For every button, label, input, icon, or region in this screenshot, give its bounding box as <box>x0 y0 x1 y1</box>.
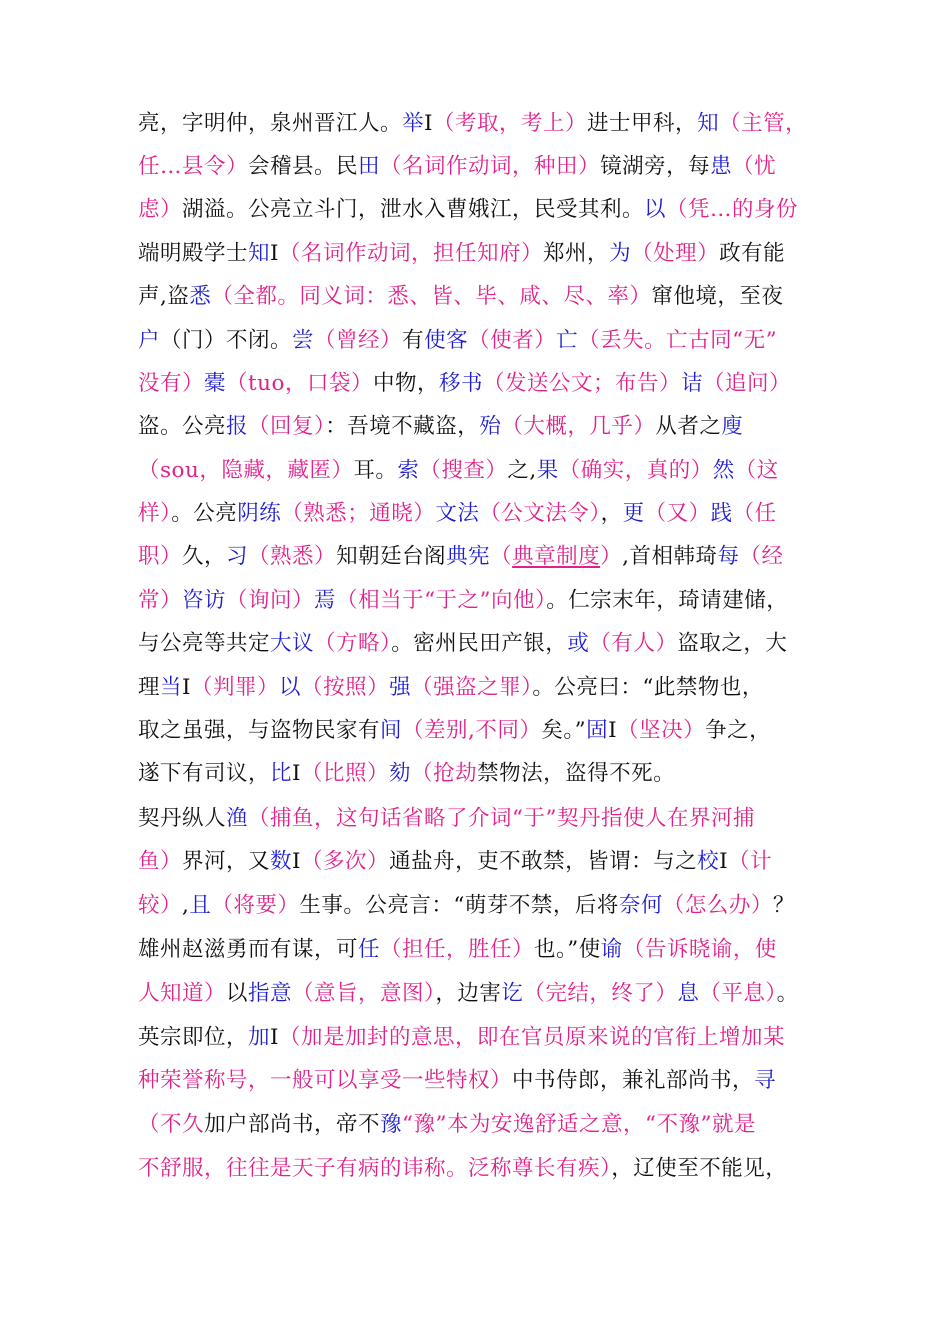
text-line <box>138 797 755 840</box>
gloss-note: （公文法令） <box>479 501 601 526</box>
gloss-note: （强盗之罪） <box>411 675 533 700</box>
gloss-note: （告诉晓谕，使 <box>622 937 777 962</box>
gloss-note: 任…县令） <box>138 154 249 179</box>
text-segment: 盗。公亮 <box>138 414 227 439</box>
text-segment: 从者之 <box>655 414 722 439</box>
text-segment: Ⅰ <box>608 718 618 743</box>
glossed-term: 间 <box>380 718 403 743</box>
glossed-term: 任 <box>358 937 381 962</box>
text-segment: 耳。 <box>353 458 398 483</box>
gloss-note: 较） <box>138 893 183 918</box>
glossed-term: 息 <box>677 981 700 1006</box>
text-line <box>138 709 771 752</box>
gloss-note: 鱼） <box>138 849 183 874</box>
text-segment: 界河，又 <box>182 849 271 874</box>
glossed-term: 果 <box>536 458 559 483</box>
text-line <box>138 362 791 405</box>
text-segment: Ⅰ <box>270 1025 280 1050</box>
text-segment: 窜他境，至夜 <box>651 284 784 309</box>
text-segment: 理 <box>138 675 161 700</box>
glossed-term: 习 <box>226 544 249 569</box>
text-line <box>138 972 799 1015</box>
gloss-note: （这 <box>734 458 779 483</box>
gloss-note: （tuo，口袋） <box>226 371 373 396</box>
text-segment: 。密州民田产银， <box>391 631 568 656</box>
glossed-term: 比 <box>270 761 293 786</box>
text-segment: ：吾境不藏盗， <box>325 414 480 439</box>
text-segment: 政有能 <box>719 241 786 266</box>
text-segment: 取之虽强，与盗物民家有 <box>138 718 381 743</box>
glossed-term: 谕 <box>600 937 623 962</box>
glossed-term: 渔 <box>226 806 249 831</box>
gloss-note: （sou，隐藏，藏匿） <box>138 458 354 483</box>
gloss-note: 没有） <box>138 371 205 396</box>
text-segment: 雄州赵滋勇而有谋，可 <box>138 937 359 962</box>
gloss-note-underlined: 典章制度 <box>512 544 601 569</box>
text-segment: ,首相韩琦 <box>622 544 718 569</box>
gloss-note: （抢劫 <box>411 761 478 786</box>
glossed-term: 大议 <box>270 631 315 656</box>
text-line <box>138 145 776 188</box>
glossed-term: 或 <box>567 631 590 656</box>
gloss-note: （确实，真的） <box>558 458 713 483</box>
gloss-note: “豫”本为安逸舒适之意，“不豫”就是 <box>402 1112 757 1137</box>
gloss-note: （方略） <box>314 631 392 656</box>
glossed-term: 患 <box>710 154 733 179</box>
gloss-note: （凭…的身份 <box>666 197 799 222</box>
text-line <box>138 840 772 883</box>
glossed-term: 以 <box>279 675 302 700</box>
gloss-note: （追问） <box>703 371 792 396</box>
gloss-note: （差别,不同） <box>402 718 542 743</box>
text-segment: Ⅰ <box>424 111 434 136</box>
glossed-term: 然 <box>712 458 735 483</box>
text-segment: 争之， <box>705 718 772 743</box>
gloss-note: （搜查） <box>419 458 508 483</box>
glossed-term: 知 <box>697 111 720 136</box>
gloss-note: 不舒服，往往是天子有病的讳称。泛称尊长有疾） <box>138 1156 612 1181</box>
gloss-note: （回复） <box>248 414 326 439</box>
gloss-note: （ <box>490 544 513 569</box>
gloss-note: （意旨，意图） <box>292 981 436 1006</box>
gloss-note: （任 <box>732 501 777 526</box>
text-segment: 。仁宗末年，琦请建储， <box>546 588 789 613</box>
glossed-term: 焉 <box>314 588 337 613</box>
gloss-note: 样） <box>138 501 172 526</box>
text-segment: ？ <box>772 893 795 918</box>
glossed-term: 诘 <box>681 371 704 396</box>
gloss-note: （多次） <box>301 849 390 874</box>
glossed-term: 文法 <box>435 501 480 526</box>
gloss-note: （怎么办） <box>662 893 773 918</box>
text-segment: Ⅰ <box>270 241 280 266</box>
text-line <box>138 102 807 145</box>
text-line <box>138 579 788 622</box>
glossed-term: 为 <box>609 241 632 266</box>
text-line <box>138 1059 776 1102</box>
glossed-term: 使客 <box>424 328 469 353</box>
text-segment: ， <box>600 501 623 526</box>
glossed-term: 咨访 <box>182 588 227 613</box>
text-segment: 生事。公亮言：“萌芽不禁，后将 <box>299 893 619 918</box>
glossed-term: 报 <box>226 414 249 439</box>
glossed-term: 加 <box>248 1025 271 1050</box>
glossed-term: 指意 <box>248 981 293 1006</box>
text-segment: 端明殿学士 <box>138 241 249 266</box>
gloss-note: （主管， <box>719 111 808 136</box>
glossed-term: 当 <box>160 675 183 700</box>
gloss-note: （坚决） <box>617 718 706 743</box>
text-segment: 。公亮曰：“此禁物也， <box>532 675 764 700</box>
gloss-note: （熟悉） <box>248 544 337 569</box>
gloss-note: （完结，终了） <box>523 981 678 1006</box>
text-line <box>138 232 785 275</box>
gloss-note: （又） <box>644 501 711 526</box>
text-segment: 亮，字明仲，泉州晋江人。 <box>138 111 403 136</box>
text-segment: 盗取之，大 <box>677 631 788 656</box>
glossed-term: 强 <box>389 675 412 700</box>
text-segment: 郑州， <box>543 241 610 266</box>
text-segment: 契丹纵人 <box>138 806 227 831</box>
text-segment: 之, <box>507 458 537 483</box>
glossed-term: 移书 <box>438 371 483 396</box>
text-line <box>138 884 795 927</box>
text-segment: 进士甲科， <box>587 111 698 136</box>
text-segment: 通盐舟，吏不敢禁，皆谓：与之 <box>389 849 698 874</box>
text-segment: 久， <box>182 544 227 569</box>
text-segment: Ⅰ <box>719 849 729 874</box>
text-segment: 会稽县。民 <box>248 154 359 179</box>
glossed-term: 讫 <box>501 981 524 1006</box>
gloss-note: （大概，几乎） <box>501 414 656 439</box>
text-line <box>138 1147 787 1190</box>
glossed-term: 劾 <box>389 761 412 786</box>
gloss-note: （计 <box>728 849 773 874</box>
gloss-note: 职） <box>138 544 183 569</box>
gloss-note: （名词作动词，担任知府） <box>279 241 544 266</box>
text-segment: 。 <box>776 981 799 1006</box>
text-line <box>138 188 798 231</box>
text-segment: 中书侍郎，兼礼部尚书， <box>512 1068 755 1093</box>
gloss-note: （询问） <box>226 588 315 613</box>
gloss-note: （名词作动词，种田） <box>380 154 601 179</box>
glossed-term: 每 <box>717 544 740 569</box>
text-segment: 遂下有司议， <box>138 761 271 786</box>
gloss-note: 人知道） <box>138 981 227 1006</box>
gloss-note: （将要） <box>211 893 300 918</box>
gloss-note: （忧 <box>732 154 777 179</box>
text-segment: ，边害 <box>435 981 502 1006</box>
glossed-term: 践 <box>710 501 733 526</box>
glossed-term: 豫 <box>380 1112 403 1137</box>
gloss-note: （全都。同义词：悉、皆、毕、咸、尽、率） <box>211 284 652 309</box>
glossed-term: 户 <box>138 328 161 353</box>
text-segment: 以 <box>226 981 249 1006</box>
glossed-term: 且 <box>189 893 212 918</box>
text-segment: 有 <box>402 328 425 353</box>
text-segment: Ⅰ <box>292 849 302 874</box>
glossed-term: 悉 <box>189 284 212 309</box>
glossed-term: 索 <box>397 458 420 483</box>
glossed-term: 知 <box>248 241 271 266</box>
text-segment: , <box>182 893 190 918</box>
gloss-note: （平息） <box>699 981 777 1006</box>
glossed-term: 廋 <box>721 414 744 439</box>
glossed-term: 数 <box>270 849 293 874</box>
glossed-term: 举 <box>402 111 425 136</box>
glossed-term: 奈何 <box>618 893 663 918</box>
text-segment: 英宗即位， <box>138 1025 249 1050</box>
gloss-note: （发送公文；布告） <box>483 371 682 396</box>
glossed-term: 殆 <box>479 414 502 439</box>
text-line <box>138 319 777 362</box>
text-line <box>138 1016 785 1059</box>
text-segment: 。公亮 <box>171 501 238 526</box>
gloss-note: （经 <box>739 544 784 569</box>
glossed-term: 寻 <box>754 1068 777 1093</box>
glossed-term: 田 <box>358 154 381 179</box>
text-segment: Ⅰ <box>292 761 302 786</box>
gloss-note: （按照） <box>301 675 390 700</box>
text-segment: 知朝廷台阁 <box>336 544 447 569</box>
text-segment: 湖溢。公亮立斗门，泄水入曹娥江，民受其利。 <box>182 197 645 222</box>
gloss-note: （处理） <box>631 241 720 266</box>
text-segment: 禁物法，盗得不死。 <box>477 761 676 786</box>
gloss-note: （不久 <box>138 1112 205 1137</box>
text-segment: 矣。” <box>541 718 587 743</box>
glossed-term: 以 <box>644 197 667 222</box>
text-segment: （门）不闭。 <box>160 328 293 353</box>
text-segment: 与公亮等共定 <box>138 631 271 656</box>
gloss-note: （判罪） <box>191 675 280 700</box>
text-line <box>138 928 777 971</box>
gloss-note: 常） <box>138 588 183 613</box>
glossed-term: 阴练 <box>237 501 282 526</box>
gloss-note: ） <box>600 544 623 569</box>
glossed-term: 亡 <box>556 328 579 353</box>
gloss-note: （熟悉；通晓） <box>281 501 436 526</box>
text-segment: 加户部尚书，帝不 <box>204 1112 381 1137</box>
text-segment: 镜湖旁，每 <box>600 154 711 179</box>
glossed-term: 橐 <box>204 371 227 396</box>
gloss-note: （丢失。亡古同“无” <box>578 328 778 353</box>
gloss-note: （加是加封的意思，即在官员原来说的官衔上增加某 <box>279 1025 786 1050</box>
text-segment: Ⅰ <box>182 675 192 700</box>
text-line <box>138 1103 756 1146</box>
gloss-note: （使者） <box>468 328 557 353</box>
text-line <box>138 492 777 535</box>
text-line <box>138 752 675 795</box>
text-line <box>138 275 783 318</box>
glossed-term: 校 <box>697 849 720 874</box>
gloss-note: 种荣誉称号，一般可以享受一些特权） <box>138 1068 513 1093</box>
text-line <box>138 449 779 492</box>
text-segment: ，辽使至不能见， <box>611 1156 788 1181</box>
gloss-note: （担任，胜任） <box>380 937 535 962</box>
gloss-note: （比照） <box>301 761 390 786</box>
glossed-term: 更 <box>622 501 645 526</box>
glossed-term: 固 <box>586 718 609 743</box>
gloss-note: （有人） <box>589 631 678 656</box>
gloss-note: 虑） <box>138 197 183 222</box>
text-line <box>138 666 764 709</box>
text-line <box>138 622 787 665</box>
gloss-note: （曾经） <box>314 328 403 353</box>
gloss-note: （捕鱼，这句话省略了介词“于”契丹指使人在界河捕 <box>248 806 756 831</box>
text-segment: 也。”使 <box>534 937 601 962</box>
text-segment: 中物， <box>372 371 439 396</box>
text-segment: 声,盗 <box>138 284 190 309</box>
glossed-term: 尝 <box>292 328 315 353</box>
text-line <box>138 535 784 578</box>
gloss-note: （相当于“于之”向他） <box>336 588 547 613</box>
text-line <box>138 405 743 448</box>
gloss-note: （考取，考上） <box>433 111 588 136</box>
glossed-term: 典宪 <box>446 544 491 569</box>
